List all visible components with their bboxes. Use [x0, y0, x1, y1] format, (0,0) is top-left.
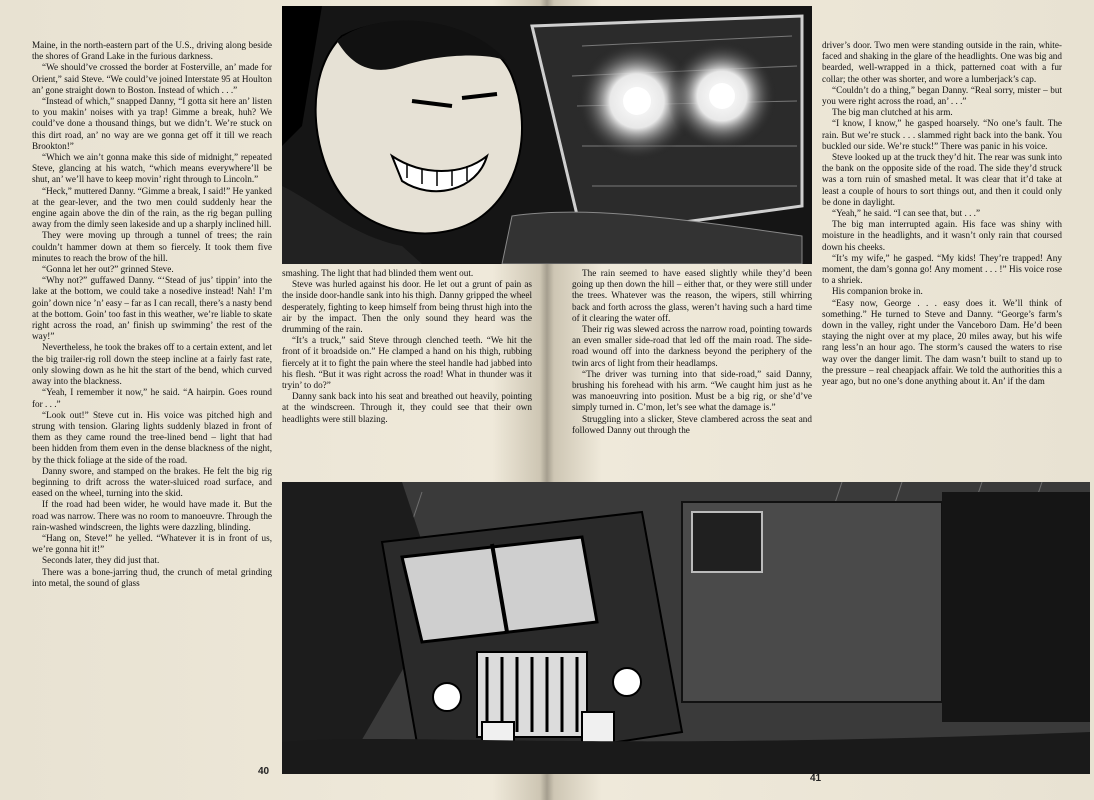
right-page-column-2: [822, 40, 1062, 480]
paragraph: “Easy now, George . . . easy does it. We’ll think of something.” He turned to Steve and Danny. “George’s farm’s down in the valley, right under the Vanceboro Dam. He’d been staying the night over at my place, 20 miles away, but his wife rang less’n an hour ago. The storm’s caused the waters to rise way over the danger limit. The dam wasn’t built to stand up to the pressure – real cheapjack affair. We told the authorities this a year ago, but no one’s done anything about it. An’ if the dam: [822, 297, 1062, 387]
driver-illustration-svg: [282, 6, 812, 264]
paragraph: Nevertheless, he took the brakes off to a certain extent, and let the big trailer-rig roll down the steep incline at a fairly fast rate, only slowing down as he hit the start of the bend, which curved away into the blackness.: [32, 342, 272, 387]
left-page-column-1: [32, 40, 272, 750]
paragraph: Steve was hurled against his door. He let out a grunt of pain as the inside door-handle sank into his thigh. Danny gripped the wheel desperately, fighting to keep himself from being thrust high into the air by the impact. Then the only sound they heard was the drumming of the rain.: [282, 279, 532, 335]
paragraph: Steve looked up at the truck they’d hit. The rear was sunk into the bank on the opposite side of the road. The side they’d struck was a torn ruin of smashed metal. It was clear that it’d take at least a couple of hours to sort things out, and then it could only be done in daylight.: [822, 152, 1062, 207]
illustration-driver-headlights: [282, 6, 812, 264]
left-page-column-2: [282, 268, 532, 480]
paragraph: “It’s my wife,” he gasped. “My kids! They’re trapped! Any moment, the dam’s gonna go! Any moment . . . !” His voice rose to a shriek.: [822, 252, 1062, 286]
paragraph: Their rig was slewed across the narrow road, pointing towards an even smaller side-road that led off the main road. The side-road wound off into the darkness beyond the periphery of the twin arcs of light from their headlamps.: [572, 324, 812, 368]
paragraph: driver’s door. Two men were standing outside in the rain, white-faced and shaking in the glare of the headlights. One was big and bearded, well-wrapped in a thick, patterned coat with a fur collar; the other was shorter, and wore a lumberjack’s cap.: [822, 40, 1062, 84]
paragraph: “We should’ve crossed the border at Fosterville, an’ made for Orient,” said Steve. “We could’ve joined Interstate 95 at Houlton an’ gone straight down to Boston. Instead of which . . .”: [32, 62, 272, 95]
paragraph: “Couldn’t do a thing,” began Danny. “Real sorry, mister – but you were right across the road, an’ . . .”: [822, 84, 1062, 107]
paragraph: “Which we ain’t gonna make this side of midnight,” repeated Steve, glancing at his watch, “which means everywhere’ll be shut, an’ we’ll have to keep movin’ right through to Lincoln.”: [32, 152, 272, 185]
paragraph: “Why not?” guffawed Danny. “‘Stead of jus’ tippin’ into the lake at the bottom, we could take a nosedive instead! Nah! I’m goin’ down nice ’n’ easy – far as I can recall, there’s a nasty bend at the bottom. Goin’ too fast in this weather, we’re liable to skate right across the road, an’ finish up swimming’ the rest of the way!”: [32, 275, 272, 342]
paragraph: They were moving up through a tunnel of trees; the rain couldn’t hammer down at them so fiercely. It took them five minutes to reach the brow of the hill.: [32, 230, 272, 263]
paragraph: Danny sank back into his seat and breathed out heavily, pointing at the windscreen. Through it, they could see that their own headlights were still blazing.: [282, 391, 532, 424]
paragraph: “Instead of which,” snapped Danny, “I gotta sit here an’ listen to you makin’ noises with ya trap! Gimme a break, huh? We could’ve done a thousand things, but we didn’t. We’re stuck on this dirt road, an’ no way are we gonna get off it till we reach Brookton!”: [32, 96, 272, 151]
paragraph: smashing. The light that had blinded them went out.: [282, 268, 474, 278]
paragraph: “Heck,” muttered Danny. “Gimme a break, I said!” He yanked at the gear-lever, and the two men could suddenly hear the engine again above the din of the rain, as the rig began pulling away from the dimly seen lakeside and up a sharply inclined hill.: [32, 185, 272, 230]
paragraph: His companion broke in.: [832, 286, 923, 297]
paragraph: Maine, in the north-eastern part of the U.S., driving along beside the shores of Grand Lake in the furious darkness.: [32, 40, 272, 62]
paragraph: If the road had been wider, he would have made it. But the road was narrow. There was no room to manoeuvre. Through the rain-washed windscreen, the lights were dazzling, blinding.: [32, 499, 272, 532]
trucks-illustration-svg: [282, 482, 1090, 774]
paragraph: “Yeah, I remember it now,” he said. “A hairpin. Goes round for . . .”: [32, 387, 272, 409]
illustration-truck-collision: [282, 482, 1090, 774]
paragraph: Struggling into a slicker, Steve clambered across the seat and followed Danny out through the: [572, 413, 812, 435]
paragraph: There was a bone-jarring thud, the crunch of metal grinding into metal, the sound of glass: [32, 566, 272, 588]
page-number-left: 40: [258, 766, 270, 777]
paragraph: “Gonna let her out?” grinned Steve.: [42, 264, 174, 275]
paragraph: Danny swore, and stamped on the brakes. He felt the big rig beginning to drift across the water-sluiced road surface, and eased on the wheel, turning into the skid.: [32, 465, 272, 499]
paragraph: “Hang on, Steve!” he yelled. “Whatever it is in front of us, we’re gonna hit it!”: [32, 532, 272, 555]
paragraph: The rain seemed to have eased slightly while they’d been going up then down the hill – either that, or they were still under the trees. Whatever was the reason, the wipers, still whirring back and forth across the glass, weren’t having such a hard time of it clearing the water off.: [572, 268, 812, 323]
paragraph: “Yeah,” he said. “I can see that, but . . .”: [832, 208, 981, 219]
paragraph: The big man interrupted again. His face was shiny with moisture in the headlights, and it wasn’t only rain that coursed down his cheeks.: [822, 219, 1062, 252]
paragraph: “I know, I know,” he gasped hoarsely. “No one’s fault. The rain. But we’re stuck . . . slammed right back into the bank. You buckled our side. We’re stuck!” There was panic in his voice.: [822, 118, 1062, 151]
paragraph: “It’s a truck,” said Steve through clenched teeth. “We hit the front of it broadside on.” He clamped a hand on his thigh, rubbing fiercely at it to fight the pain where the steel handle had jabbed into his flesh. “But it was right across the road! What in thunder was it tryin’ to do?”: [282, 335, 532, 391]
paragraph: “Look out!” Steve cut in. His voice was pitched high and strung with tension. Glaring lights suddenly blazed in front of them as they came round the tree-lined bend – light that had been hidden from them even in the dense blackness of the night, by the thick foliage at the side of the road.: [32, 409, 272, 465]
right-page-column-1: [572, 268, 812, 480]
paragraph: The big man clutched at his arm.: [832, 107, 953, 118]
page-number-right: 41: [810, 773, 822, 784]
paragraph: Seconds later, they did just that.: [42, 555, 160, 566]
paragraph: “The driver was turning into that side-road,” said Danny, brushing his forehead with his arm. “We caught him just as he was manoeuvring into position. Must be a big rig, or she’d’ve simply turned in. C’mon, let’s see what the damage is.”: [572, 368, 812, 413]
